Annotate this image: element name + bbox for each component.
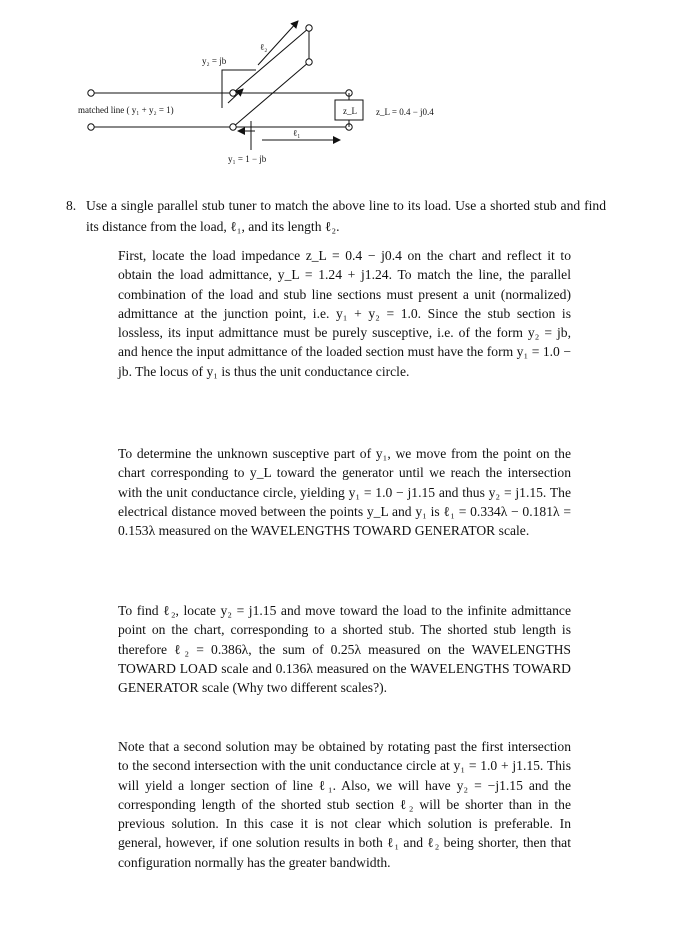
junction-bottom [230,124,236,130]
label-zl-box: z_L [343,106,357,116]
paragraph-2: To determine the unknown susceptive part of y₁, we move from the point on the chart corresponding to y_L toward the generator until we reach the intersection with the unit conductance circle, yielding y₁ = 1.0 − j1.15 and thus y₂ = j1.15. The electrical distance moved between the points y_L and y₁ is ℓ₁ = 0.334λ − 0.181λ = 0.153λ measured on the WAVELENGTHS TOWARD GENERATOR scale. [118,446,571,539]
label-l2: ℓ₂ [260,42,268,52]
paragraph-3: To find ℓ₂, locate y₂ = j1.15 and move toward the load to the infinite admittance point on the chart, corresponding to a shorted stub. The shorted stub length is therefore ℓ₂ = 0.386λ, the sum of 0.25λ measured on the WAVELENGTHS TOWARD LOAD scale and 0.136λ measured on the WAVELENGTHS TOWARD GENERATOR scale (Why two different scales?). [118,603,571,696]
problem-statement [66,196,606,237]
left-top-terminal [88,90,94,96]
problem-text: Use a single parallel stub tuner to match the above line to its load. Use a shorted stub and find its distance from the load, ℓ₁, and its length ℓ₂. [86,198,606,234]
paragraph-1: First, locate the load impedance z_L = 0.4 − j0.4 on the chart and reflect it to obtain the load admittance, y_L = 1.24 + j1.24. To match the line, the parallel combination of the load and stub line sections must present a unit (normalized) admittance at the junction point, i.e. y₁ + y₂ = 1.0. Since the stub section is lossless, its input admittance must be purely susceptive, i.e. of the form y₂ = jb, and hence the input admittance of the loaded section must have the form y₁ = 1.0 − jb. The locus of y₁ is thus the unit conductance circle. [118,248,571,379]
stub-tuner-diagram [0,0,676,180]
label-l1: ℓ₁ [293,128,301,138]
stub-line-a [233,28,309,93]
left-bottom-terminal [88,124,94,130]
paragraph-4: Note that a second solution may be obtained by rotating past the first intersection to the second intersection with the unit conductance circle at y₁ = 1.0 + j1.15. This will yield a longer section of line ℓ₁. Also, we will have y₂ = −j1.15 and the corresponding length of the shorted stub section ℓ₂ will be shorter than in the previous solution. In this case it is not clear which solution is preferable. In general, however, if one solution results in both ℓ₁ and ℓ₂ being shorter, then that configuration normally has the greater bandwidth. [118,739,571,870]
stub-line-b [233,62,309,127]
label-y2: y₂ = jb [202,56,227,66]
label-y1: y₁ = 1 − jb [228,154,267,164]
label-zl-value: z_L = 0.4 − j0.4 [376,107,434,117]
problem-number: 8. [66,198,77,213]
junction-top [230,90,236,96]
label-matched-line: matched line ( y₁ + y₂ = 1) [78,105,174,115]
y2-arrow [222,70,256,108]
